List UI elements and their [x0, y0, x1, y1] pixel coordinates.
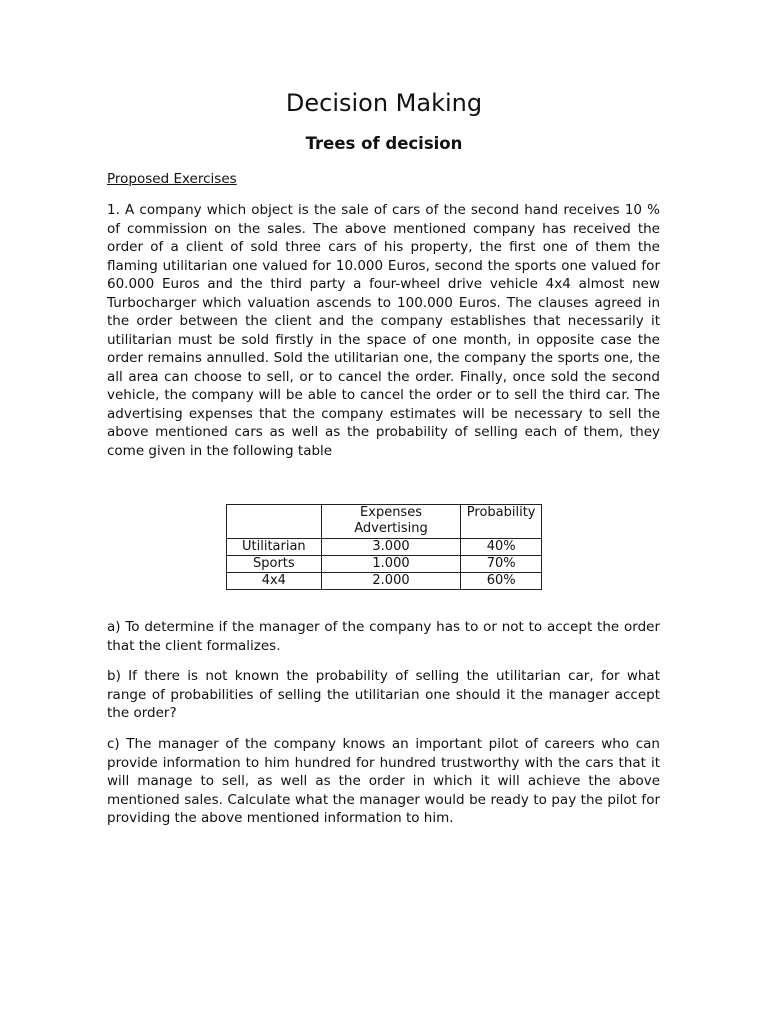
document-title: Decision Making	[285, 89, 483, 117]
table-row	[227, 573, 542, 590]
table-header-cell	[227, 505, 322, 539]
section-heading: Proposed Exercises	[107, 171, 237, 187]
table-row	[227, 556, 542, 573]
question-a-text: a) To determine if the manager of the company has to or not to accept the order that the client formalizes.	[107, 619, 660, 654]
question-b-text: b) If there is not known the probability of selling the utilitarian car, for what range of probabilities of selling the utilitarian one should it the manager accept the order?	[107, 668, 660, 721]
expenses-probability-table	[226, 504, 542, 590]
table-header-cell	[461, 505, 542, 539]
table-cell: 70%	[461, 556, 542, 573]
table-cell: 40%	[461, 539, 542, 556]
table-cell: Sports	[227, 556, 322, 573]
question-c-text: c) The manager of the company knows an important pilot of careers who can provide information to him hundred for hundred trustworthy with the cars that it will manage to sell, as well as the order in which it will achieve the above mentioned sales. Calculate what the manager would be ready to pay the pilot for providing the above mentioned information to him.	[107, 736, 660, 826]
table-header-row	[227, 505, 542, 539]
table-cell: Utilitarian	[227, 539, 322, 556]
probability-header-label: Probability	[466, 505, 536, 520]
table-row	[227, 539, 542, 556]
table-cell: 60%	[461, 573, 542, 590]
table-cell: 1.000	[321, 556, 461, 573]
table-cell: 3.000	[321, 539, 461, 556]
table-cell: 2.000	[321, 573, 461, 590]
exercise-1-text: 1. A company which object is the sale of cars of the second hand receives 10 % of commission on the sales. The above mentioned company has received the order of a client of sold three cars of his property, the first one of them the flaming utilitarian one valued for 10.000 Euros, second the sports one valued for 60.000 Euros and the third party a four-wheel drive vehicle 4x4 almost new Turbocharger which valuation ascends to 100.000 Euros. The clauses agreed in the order between the client and the company establishes that necessarily it utilitarian must be sold firstly in the space of one month, in opposite case the order remains annulled. Sold the utilitarian one, the company the sports one, the all area can choose to sell, or to cancel the order. Finally, once sold the second vehicle, the company will be able to cancel the order or to sell the third car. The advertising expenses that the company estimates will be necessary to sell the above mentioned cars as well as the probability of selling each of them, they come given in the following table	[107, 202, 660, 459]
document-subtitle: Trees of decision	[305, 134, 463, 153]
table-header-cell: Expenses Advertising	[321, 505, 461, 539]
table-cell: 4x4	[227, 573, 322, 590]
